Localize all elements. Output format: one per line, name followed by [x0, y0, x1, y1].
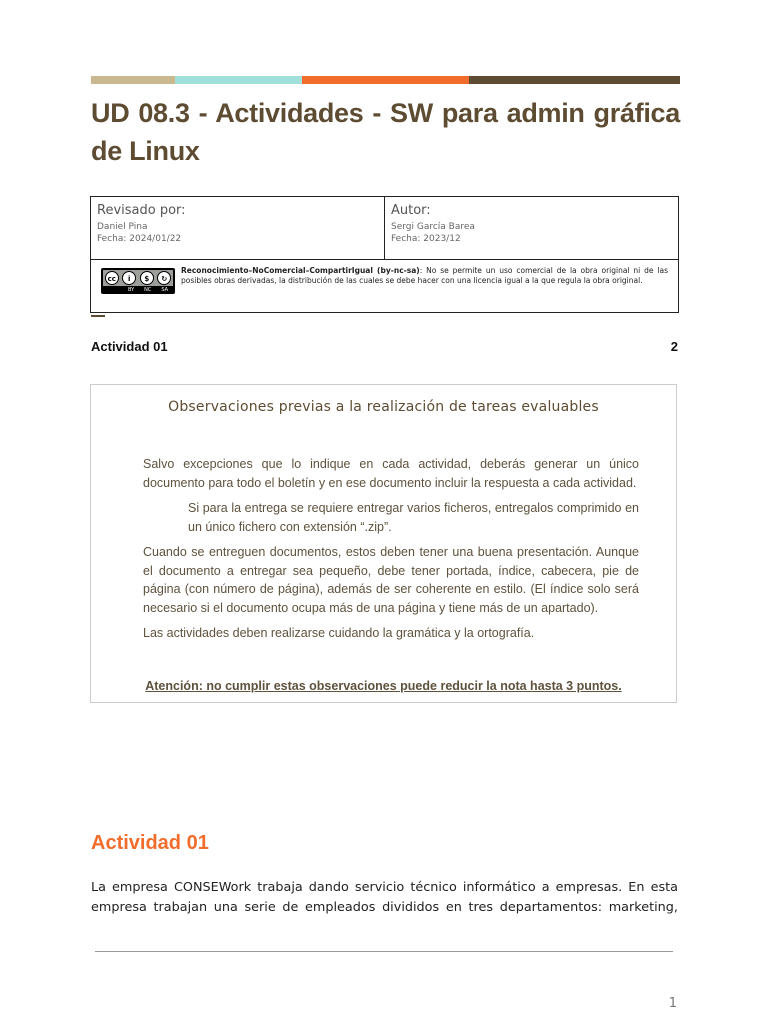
toc-entry-label[interactable]: Actividad 01: [91, 339, 168, 354]
author-heading: Autor:: [391, 203, 431, 218]
section-heading: Actividad 01: [91, 832, 209, 854]
observations-title: Observaciones previas a la realización de tareas evaluables: [168, 399, 599, 415]
license-name: Reconocimiento–NoComercial–CompartirIgual (by-nc-sa): [181, 266, 420, 275]
color-bar-segment-orange: [302, 76, 469, 84]
toc-entry[interactable]: [91, 339, 678, 354]
toc-dash: [91, 315, 105, 317]
nc-no-dollar-icon: $: [140, 271, 154, 285]
reviewed-date: Fecha: 2024/01/22: [97, 234, 182, 244]
color-bar-segment-brown: [469, 76, 680, 84]
badge-label-by: BY: [127, 287, 135, 293]
observation-paragraph: Las actividades deben realizarse cuidando la gramática y la ortografía.: [143, 626, 535, 640]
observation-paragraph: Cuando se entreguen documentos, estos deben tener una buena presentación. Aunque el documento a entregar sea pequeño, debe tener portada, índice, cabecera, pie de página (con número de página), además de ser coherente en estilo. (El índice solo será necesario si el documento ocupa más de una página y tiene más de un apartado).: [143, 545, 639, 615]
license-terms: : No se permite un uso comercial de la obra original ni de las posibles obras derivadas, la distribución de las cuales se debe hacer con una licencia igual a la que regula la obra original.: [181, 266, 669, 285]
page-number: 1: [668, 996, 677, 1011]
reviewed-cell: [91, 197, 385, 260]
color-bar-segment-aqua: [175, 76, 302, 84]
footer-divider: [95, 951, 673, 952]
document-title: UD 08.3 - Actividades - SW para admin gráfica de Linux: [91, 98, 680, 166]
author-date: Fecha: 2023/12: [391, 234, 461, 244]
cc-icon: cc: [105, 271, 119, 285]
author-name: Sergi García Barea: [391, 222, 475, 232]
badge-label-sa: SA: [161, 287, 169, 293]
observations-body: [143, 455, 639, 650]
sa-share-alike-icon: ↻: [157, 271, 171, 285]
badge-label-nc: NC: [144, 287, 152, 293]
section-paragraph: La empresa CONSEWork trabaja dando servicio técnico informático a empresas. En esta empresa trabajan una serie de empleados divididos en tres departamentos: marketing,: [91, 880, 678, 915]
observations-box: [90, 384, 677, 703]
observation-paragraph: Salvo excepciones que lo indique en cada actividad, deberás generar un único documento para todo el boletín y en ese documento incluir la respuesta a cada actividad.: [143, 457, 639, 490]
observations-warning: Atención: no cumplir estas observaciones puede reducir la nota hasta 3 puntos.: [145, 679, 622, 693]
license-cell: [91, 260, 679, 313]
observation-paragraph: Si para la entrega se requiere entregar varios ficheros, entregalos comprimido en un único fichero con extensión “.zip”.: [188, 501, 639, 534]
document-meta-table: [90, 196, 679, 313]
reviewed-heading: Revisado por:: [97, 203, 186, 218]
reviewer-name: Daniel Pina: [97, 222, 148, 232]
toc-entry-page: 2: [670, 339, 678, 354]
cc-license-badge-icon: [101, 268, 175, 294]
license-description: [181, 266, 668, 286]
author-cell: [385, 197, 679, 260]
header-color-bar: [91, 76, 680, 84]
color-bar-segment-tan: [91, 76, 175, 84]
by-person-icon: i: [122, 271, 136, 285]
